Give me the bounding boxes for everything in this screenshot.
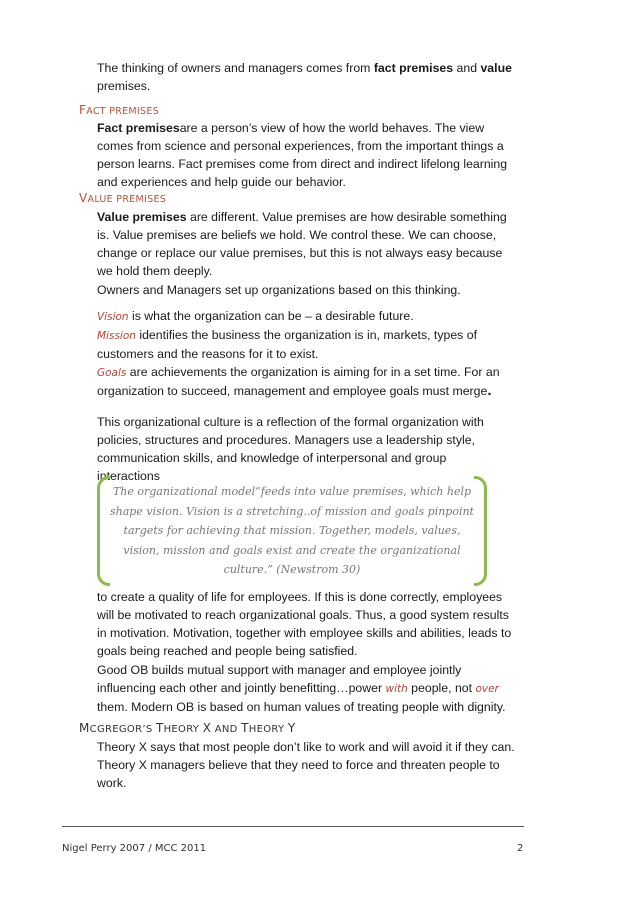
theory-heading	[79, 721, 296, 735]
intro-paragraph	[97, 59, 512, 95]
fact-premises-paragraph	[97, 119, 512, 191]
heading-cap: T	[241, 721, 249, 735]
vision-mission-goals	[97, 307, 512, 400]
heading-cap: X	[202, 721, 212, 735]
over-emphasis: over	[475, 683, 499, 695]
value-premises-heading	[79, 191, 166, 205]
page-number: 2	[517, 843, 524, 854]
pull-quote	[97, 476, 487, 584]
heading-rest: ALUE PREMISES	[87, 194, 167, 205]
with-emphasis: with	[385, 683, 408, 695]
heading-cap: F	[79, 103, 87, 117]
fact-text: are a person’s view of how the world behaves. The view comes from science and personal experiences, from the important things a person learns. Fact premises come from direct and indirect lifelong learning and experiences and help guide our behavior.	[97, 121, 508, 189]
heading-part: C	[89, 724, 97, 735]
heading-part: HEORY	[163, 724, 203, 735]
heading-cap: Y	[287, 721, 296, 735]
goals-dot: .	[487, 382, 492, 399]
intro-bold-value: value	[480, 61, 512, 75]
heading-cap: T	[155, 721, 164, 735]
intro-text-2: and	[453, 61, 481, 75]
intro-text-1: The thinking of owners and managers comes from	[97, 61, 374, 75]
vision-text: is what the organization can be – a desirable future.	[128, 309, 414, 323]
heading-part: HEORY	[248, 724, 288, 735]
theory-paragraph: Theory X says that most people don’t like to work and will avoid it if they can. Theory X managers believe that they need to force and threaten people to work.	[97, 740, 515, 790]
good-ob-paragraph	[97, 661, 512, 716]
vision-label: Vision	[97, 311, 129, 323]
footer-divider	[62, 826, 524, 827]
heading-cap: M	[79, 721, 90, 735]
goals-label: Goals	[97, 367, 127, 379]
mission-label: Mission	[97, 330, 136, 342]
goodob-text-1: Good OB builds mutual support with manager and employee jointly influencing each other and jointly benefitting…power	[97, 663, 462, 695]
goodob-text-3: them. Modern OB is based on human values of treating people with dignity.	[97, 700, 506, 714]
heading-cap: V	[79, 191, 88, 205]
heading-rest: ACT PREMISES	[86, 106, 159, 117]
goodob-text-2: people, not	[407, 681, 476, 695]
fact-premises-heading	[79, 103, 159, 117]
fact-bold: Fact premises	[97, 121, 180, 135]
value-premises-paragraph	[97, 208, 512, 280]
quote-text: The organizational model“feeds into value premises, which help shape vision. Vision is a stretching..of mission and goals pinpoint targets for achieving that mission. Together, models, values, vision, mission and goals exist and create the organizational culture.” (Newstrom 30)	[110, 485, 474, 576]
intro-text-3: premises.	[97, 79, 151, 93]
value-bold: Value premises	[97, 210, 187, 224]
mission-text: identifies the business the organization is in, markets, types of customers and the reasons for it to exist.	[97, 328, 477, 361]
heading-part: GREGOR’S	[96, 724, 156, 735]
goals-text: are achievements the organization is aiming for in a set time. For an organization to succeed, management and employee goals must merge	[97, 365, 500, 398]
value-text: are different. Value premises are how desirable something is. Value premises are beliefs we hold. We control these. We can choose, change or replace our value premises, but this is not always easy because we hold them deeply.	[97, 210, 507, 278]
footer-credit: Nigel Perry 2007 / MCC 2011	[62, 843, 207, 854]
intro-bold-fact: fact premises	[373, 61, 454, 75]
heading-part: AND	[211, 724, 242, 735]
quality-paragraph: to create a quality of life for employees. If this is done correctly, employees will be motivated to reach organizational goals. Thus, a good system results in motivation. Motivation, together with employee skills and abilities, leads to goals being reached and people being satisfied.	[97, 590, 512, 658]
culture-paragraph: This organizational culture is a reflection of the formal organization with policies, structures and procedures. Managers use a leadership style, communication skills, and knowledge of interpersonal and group interactions	[97, 415, 484, 483]
owners-paragraph: Owners and Managers set up organizations based on this thinking.	[97, 283, 461, 297]
